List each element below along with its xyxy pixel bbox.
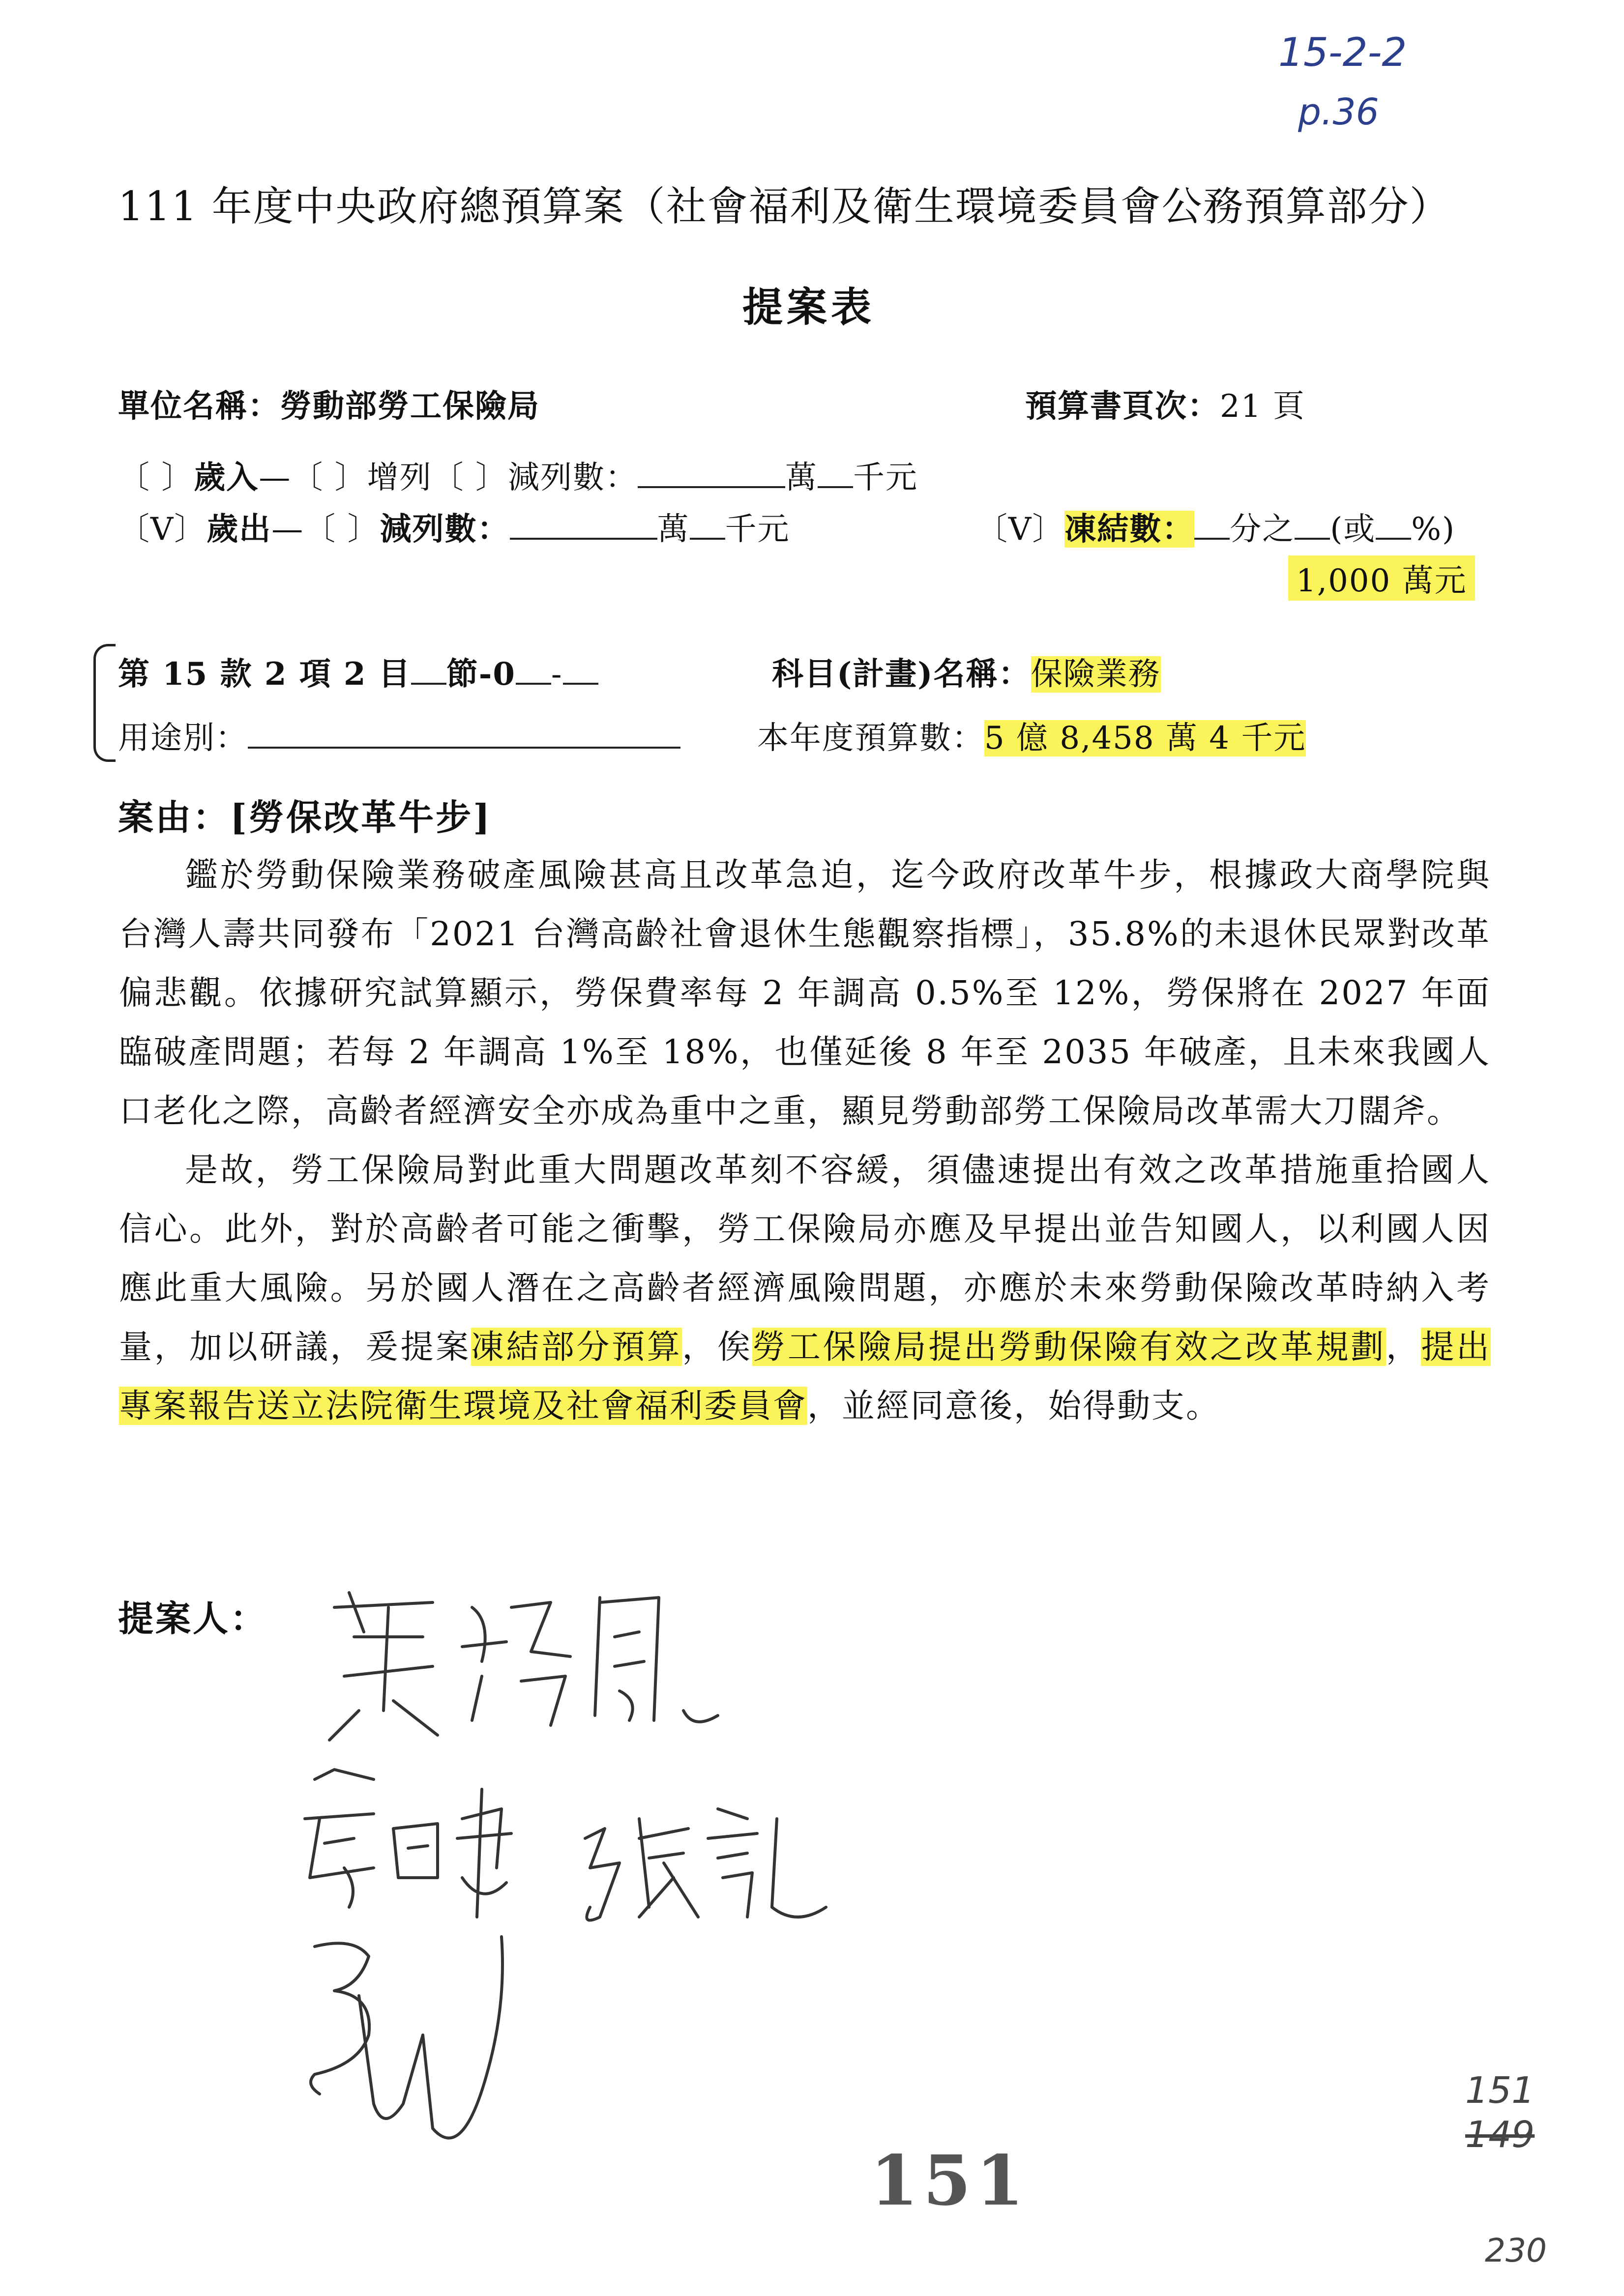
handwritten-page-ref: p.36 <box>1298 91 1379 133</box>
unit-label: 單位名稱： <box>118 388 280 425</box>
para2-text-a: 是故，勞工保險局對此重大問題改革刻不容緩，須儘速提出有效之改革措施重拾國人信心。此外，對於高齡者可能之衝擊，勞工保險局亦應及早提出並告知國人，以利國人因應此重大風險。另於國人潛在之高齡者經濟風險問題，亦應於未來勞動保險改革時納入考量，加以研議，爰提案 <box>119 1151 1491 1366</box>
handwritten-note-151: 151 <box>1465 2069 1535 2112</box>
document-title: 111 年度中央政府總預算案（社會福利及衛生環境委員會公務預算部分） <box>118 183 1451 230</box>
revenue-unit-thousand: 千元 <box>853 460 918 496</box>
subject-label: 科目(計畫)名稱： <box>772 656 1031 693</box>
reason-label: 案由： <box>118 796 231 838</box>
revenue-blank-1 <box>638 458 785 488</box>
expense-cut-label: 減列數： <box>380 511 510 548</box>
freeze-checkbox: 〔V〕 <box>976 511 1065 548</box>
para2-highlight-report: 提出專案報告送立法院衛生環境及社會福利委員會 <box>119 1328 1491 1425</box>
para2-text-c: ， <box>1386 1328 1421 1366</box>
revenue-blank-2 <box>818 458 853 488</box>
usage-blank <box>248 718 680 749</box>
handwritten-note-149-text: 149 <box>1465 2114 1535 2156</box>
account-blank-1 <box>411 654 446 685</box>
expense-unit-thousand: 千元 <box>725 511 790 548</box>
usage-label: 用途別： <box>118 720 248 756</box>
expense-unit-wan: 萬 <box>657 511 690 548</box>
handwritten-note-149 <box>1465 2114 1535 2156</box>
unit-row <box>118 381 540 426</box>
revenue-line <box>118 452 918 497</box>
annual-budget-label: 本年度預算數： <box>757 720 984 756</box>
handwritten-ref-number: 15-2-2 <box>1278 29 1407 75</box>
expense-blank-1 <box>510 509 657 540</box>
annual-budget-row <box>757 713 1306 758</box>
unit-value: 勞動部勞工保險局 <box>280 388 540 425</box>
expense-label: 歲出 <box>207 511 272 548</box>
expense-blank-2 <box>690 509 725 540</box>
budget-page-label: 預算書頁次： <box>1025 388 1220 425</box>
freeze-pct: %) <box>1411 511 1455 548</box>
handwritten-signatures <box>275 1563 1062 2232</box>
freeze-amount: 1,000 萬元 <box>1288 555 1475 601</box>
handwritten-note-230: 230 <box>1485 2232 1547 2269</box>
account-jie: 節-0 <box>446 656 516 693</box>
para2-text-b: ，俟 <box>682 1328 753 1366</box>
freeze-label: 凍結數： <box>1064 511 1195 548</box>
revenue-options: —〔 〕增列〔 〕減列數： <box>259 460 638 496</box>
proposer-label: 提案人： <box>118 1598 268 1639</box>
budget-page-row <box>1025 381 1305 426</box>
freeze-blank-2 <box>1295 509 1330 540</box>
subject-row <box>772 649 1161 694</box>
account-line <box>118 649 598 694</box>
freeze-fraction: 分之 <box>1230 511 1295 548</box>
expense-options: —〔 〕 <box>271 511 380 548</box>
revenue-label: 歲入 <box>194 459 259 496</box>
proposal-body <box>119 845 1491 1435</box>
expense-checkbox: 〔V〕 <box>118 511 207 548</box>
document-subtitle: 提案表 <box>742 284 876 331</box>
annual-budget-value: 5 億 8,458 萬 4 千元 <box>984 720 1306 756</box>
proposal-paragraph-1: 鑑於勞動保險業務破產風險甚高且改革急迫，迄今政府改革牛步，根據政大商學院與台灣人壽共同發布「2021 台灣高齡社會退休生態觀察指標」，35.8%的未退休民眾對改革偏悲觀。依據研究試算顯示，勞保費率每 2 年調高 0.5%至 12%，勞保將在 2027 年面臨破產問題；若每 2 年調高 1%至 18%，也僅延後 8 年至 2035 年破產，且未來我國人口老化之際，高齡者經濟安全亦成為重中之重，顯見勞動部勞工保險局改革需大刀闊斧。 <box>119 856 1491 1130</box>
expense-line <box>118 504 790 549</box>
para2-highlight-freeze: 凍結部分預算 <box>471 1328 682 1366</box>
proposal-paragraph-2 <box>119 1140 1491 1435</box>
budget-page-value: 21 頁 <box>1220 388 1305 425</box>
page-number: 151 <box>870 2141 1029 2221</box>
freeze-blank-3 <box>1376 509 1411 540</box>
freeze-or: (或 <box>1330 511 1376 548</box>
account-dash: - <box>551 656 563 693</box>
para2-highlight-plan: 勞工保險局提出勞動保險有效之改革規劃 <box>752 1328 1386 1366</box>
revenue-checkbox: 〔 〕 <box>118 460 194 496</box>
para2-text-d: ，並經同意後，始得動支。 <box>807 1387 1220 1425</box>
account-bracket <box>93 644 116 762</box>
account-kuan: 第 15 款 2 項 2 目 <box>118 656 411 693</box>
freeze-line <box>976 504 1455 549</box>
revenue-unit-wan: 萬 <box>785 460 818 496</box>
freeze-blank-1 <box>1194 509 1230 540</box>
reason-heading <box>118 789 492 840</box>
reason-title: [勞保改革牛步] <box>230 796 492 838</box>
account-blank-2 <box>516 654 551 685</box>
subject-value: 保險業務 <box>1031 656 1161 693</box>
usage-row <box>118 713 680 758</box>
account-blank-3 <box>563 654 598 685</box>
